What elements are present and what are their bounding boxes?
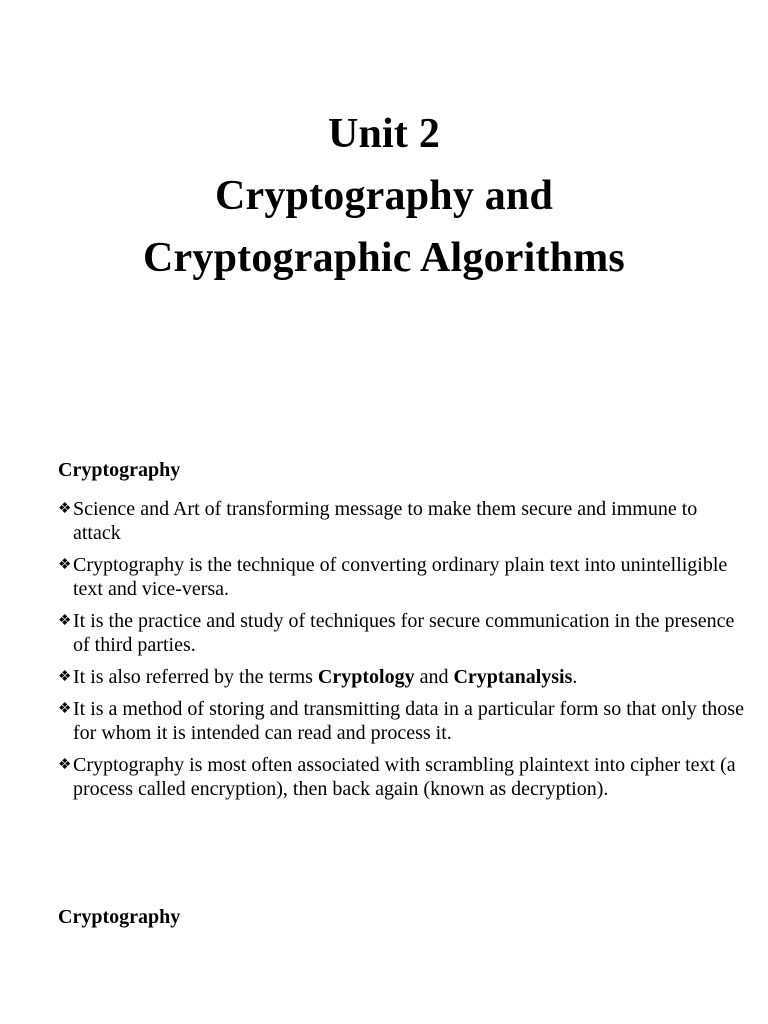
- bullet-text: Cryptography is most often associated with scrambling plaintext into cipher text (a process called encryption), then back again (known as decryption).: [73, 754, 736, 800]
- list-item: [58, 753, 748, 801]
- diamond-bullet-icon: ❖: [58, 613, 72, 629]
- title-line-topic: Cryptographic Algorithms: [143, 235, 625, 281]
- section-heading: Cryptography: [58, 459, 181, 481]
- diamond-bullet-icon: ❖: [58, 501, 72, 517]
- diamond-bullet-icon: ❖: [58, 701, 72, 717]
- list-item: [58, 497, 748, 545]
- title-line-subject: Cryptography and: [214, 173, 554, 219]
- bullet-text: Science and Art of transforming message to make them secure and immune to attack: [73, 498, 698, 544]
- bullet-text: It is the practice and study of techniques for secure communication in the presence of third parties.: [73, 610, 735, 656]
- diamond-bullet-icon: ❖: [58, 757, 72, 773]
- term-cryptology: Cryptology: [317, 666, 415, 688]
- list-item: [58, 665, 748, 689]
- page-title: [0, 103, 768, 289]
- next-section-heading: Cryptography: [58, 906, 181, 928]
- title-line-unit: Unit 2: [327, 111, 441, 157]
- list-item: [58, 609, 748, 657]
- bullet-text-prefix: It is also referred by the terms: [73, 666, 318, 688]
- bullet-text-suffix: .: [572, 666, 578, 688]
- diamond-bullet-icon: ❖: [58, 557, 72, 573]
- list-item: [58, 697, 748, 745]
- bullet-text-connector: and: [414, 666, 454, 688]
- bullet-list: [58, 497, 748, 809]
- list-item: [58, 553, 748, 601]
- bullet-text: Cryptography is the technique of converting ordinary plain text into unintelligible text and vice-versa.: [73, 554, 728, 600]
- term-cryptanalysis: Cryptanalysis: [453, 666, 573, 688]
- bullet-text: It is a method of storing and transmitting data in a particular form so that only those for whom it is intended can read and process it.: [73, 698, 744, 744]
- diamond-bullet-icon: ❖: [58, 669, 72, 685]
